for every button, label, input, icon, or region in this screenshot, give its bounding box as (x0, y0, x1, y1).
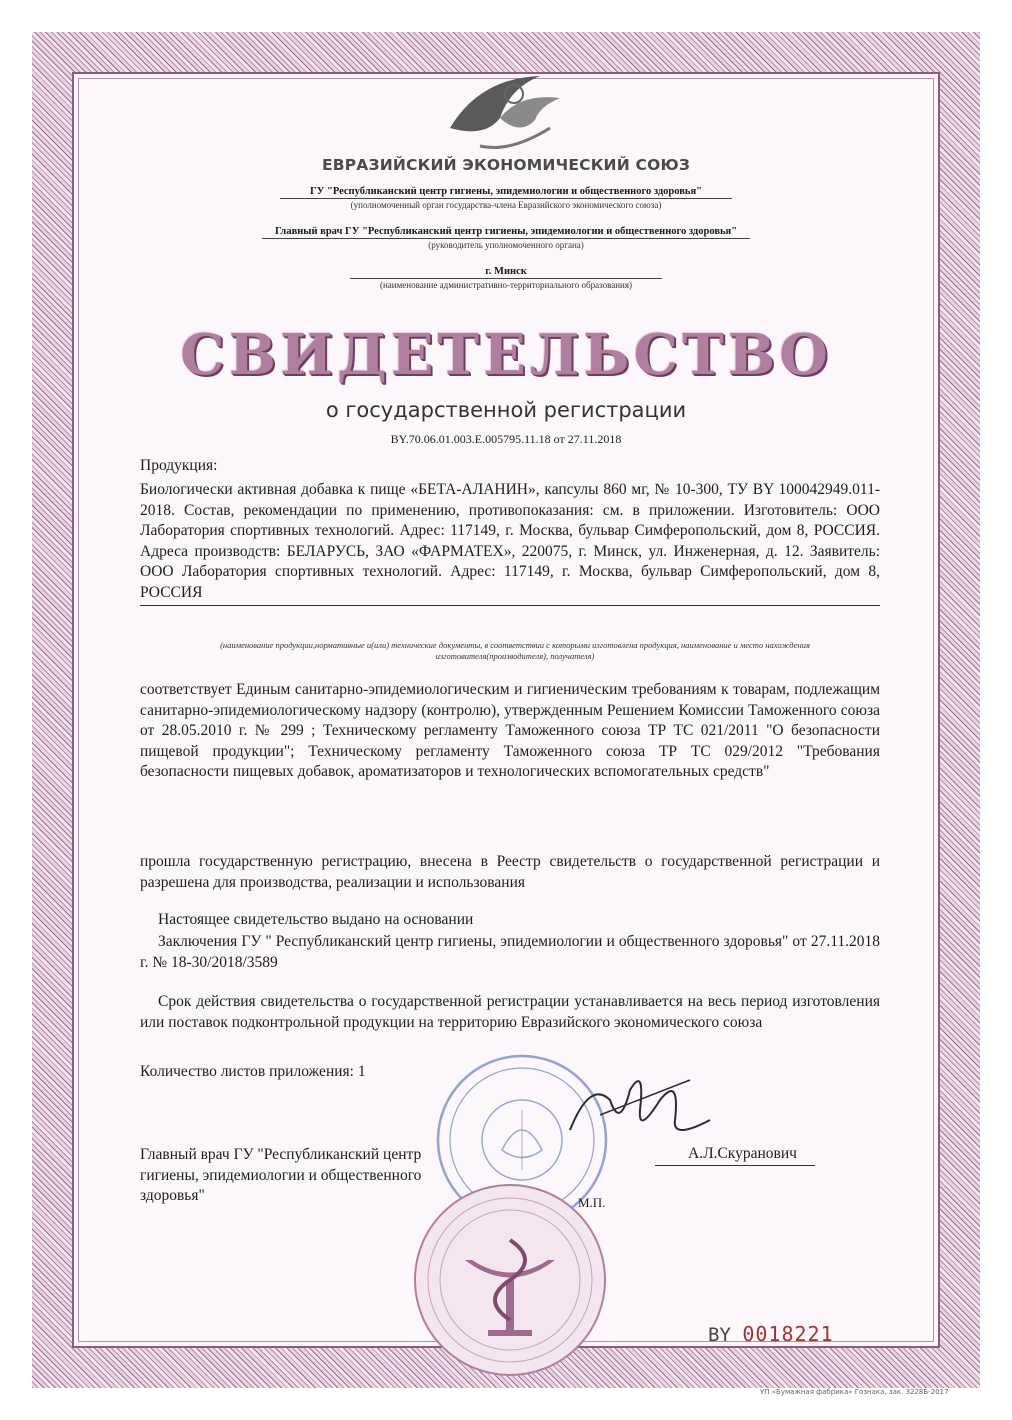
handwritten-signature-icon (560, 1060, 720, 1150)
eaeu-emblem-icon (440, 58, 570, 158)
conformity-text: соответствует Единым санитарно-эпидемиологическим и гигиеническим требованиям к товарам, подлежащим санитарно-эпидемиологическому надзору (контролю), утвержденным Решением Комиссии Таможенного союза от 28.05.2010 г. № 299 ; Техническому регламенту Таможенного союза ТР ТС 021/2011 "О безопасности пищевой продукции"; Техническому регламенту Таможенного союза ТР ТС 029/2012 "Требования безопасности пищевых добавок, ароматизаторов и технологических вспомогательных средств" (140, 681, 880, 780)
certificate-title: СВИДЕТЕЛЬСТВО (180, 322, 832, 388)
signatory-name: А.Л.Скуранович (688, 1145, 797, 1162)
registration-number: BY.70.06.01.003.E.005795.11.18 от 27.11.2018 (390, 432, 622, 446)
authority-caption: (уполномоченный орган государства-члена Евразийского экономического союза) (350, 200, 662, 210)
validity-text: Срок действия свидетельства о государственной регистрации устанавливается на весь период изготовления или поставок подконтрольной продукции на территорию Евразийского экономического союза (140, 993, 880, 1031)
serial-number (708, 1322, 834, 1346)
union-name: ЕВРАЗИЙСКИЙ ЭКОНОМИЧЕСКИЙ СОЮЗ (321, 156, 691, 174)
serial-digits: 0018221 (742, 1322, 834, 1346)
hygieia-rosette-icon (410, 1180, 610, 1380)
registration-text: прошла государственную регистрацию, внесена в Реестр свидетельств о государственной регистрации и разрешена для производства, реализации и использования (140, 853, 880, 891)
product-caption: (наименование продукции,нормативные и(или) технические документы, в соответствии с которыми изготовлена продукция, наименование и место нахождения изготовителя(производителя), получателя) (220, 640, 810, 661)
basis-line-2: Заключения ГУ " Республиканский центр гигиены, эпидемиологии и общественного здоровья" от 27.11.2018 г. № 18-30/2018/3589 (140, 933, 880, 971)
basis-line-1: Настоящее свидетельство выдано на основании (158, 911, 474, 928)
city-name: г. Минск (350, 266, 662, 279)
head-name: Главный врач ГУ "Республиканский центр гигиены, эпидемиологии и общественного здоровья" (262, 226, 750, 239)
product-label: Продукция: (140, 457, 218, 474)
appendix-sheets: Количество листов приложения: 1 (140, 1063, 366, 1080)
authority-block (280, 186, 732, 210)
certificate-subtitle: о государственной регистрации (325, 398, 687, 422)
head-caption: (руководитель уполномоченного органа) (428, 240, 584, 250)
signatory-position: Главный врач ГУ "Республиканский центр гигиены, эпидемиологии и общественного здоровья" (140, 1146, 422, 1204)
printer-note: УП «Бумажная фабрика» Гознака, зак. 3228Б-2017 (760, 1388, 949, 1396)
head-block (262, 226, 750, 250)
signature-line (655, 1165, 815, 1166)
serial-prefix: BY (708, 1324, 731, 1346)
product-description: Биологически активная добавка к пище «БЕТА-АЛАНИН», капсулы 860 мг, № 10-300, ТУ BY 100042949.011-2018. Состав, рекомендации по применению, противопоказания: см. в приложении. Изготовитель: ООО Лаборатория спортивных технологий. Адрес: 117149, г. Москва, бульвар Симферопольский, дом 8, РОССИЯ. Адреса производств: БЕЛАРУСЬ, ЗАО «ФАРМАТЕХ», 220075, г. Минск, ул. Инженерная, д. 12. Заявитель: ООО Лаборатория спортивных технологий. Адрес: 117149, г. Москва, бульвар Симферопольский, дом 8, РОССИЯ (140, 480, 880, 606)
city-block (350, 266, 662, 290)
authority-name: ГУ "Республиканский центр гигиены, эпидемиологии и общественного здоровья" (280, 186, 732, 199)
seal-place: М.П. (578, 1195, 606, 1210)
city-caption: (наименование административно-территориального образования) (379, 280, 632, 290)
